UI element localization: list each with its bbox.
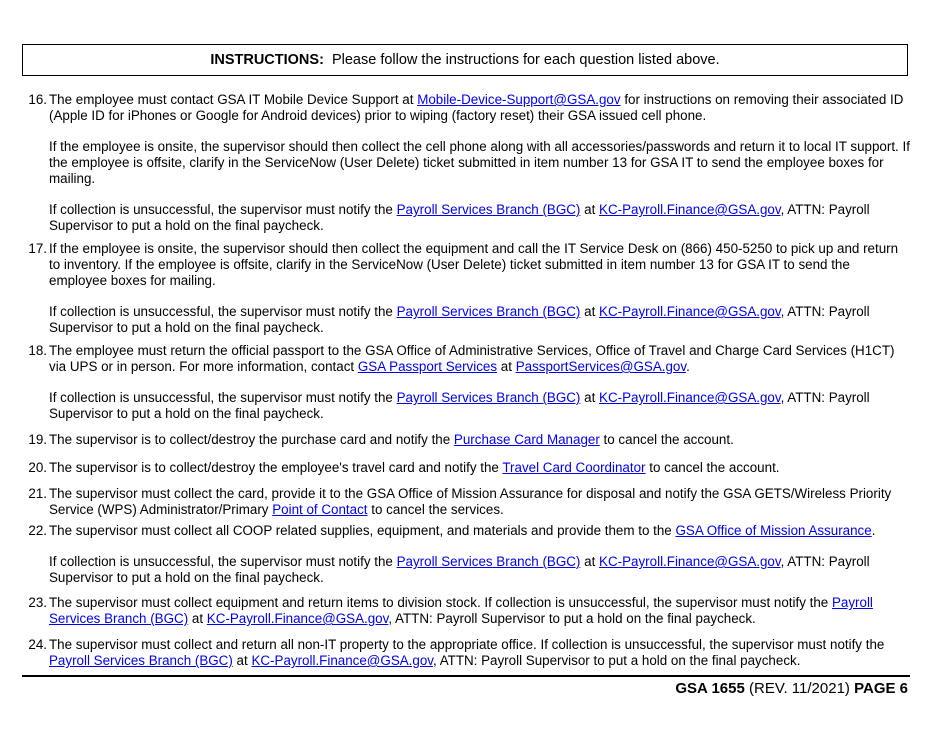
item-number: 16. xyxy=(28,92,47,107)
instructions-label: INSTRUCTIONS: xyxy=(210,52,324,68)
list-item-22 xyxy=(22,523,910,586)
item-number: 18. xyxy=(28,343,47,358)
passport-services-link[interactable]: GSA Passport Services xyxy=(357,359,498,374)
item-text: If the employee is onsite, the supervisor should then collect the cell phone along with all accessories/passwords and return it to local IT support. If the employee is offsite, clarify in the ServiceNow (User Delete) ticket submitted in item number 13 for GSA IT to send the employee boxes for mailing. xyxy=(49,139,910,186)
item-text: to cancel the services. xyxy=(371,502,504,517)
payroll-services-link[interactable]: Payroll Services Branch (BGC) xyxy=(396,304,581,319)
item-text: The supervisor must collect the card, provide it to the GSA Office of Mission Assurance for disposal and notify the GSA GETS/Wireless Priority Service (WPS) Administrator/Primary xyxy=(49,486,892,517)
collection-failure-text: If collection is unsuccessful, the supervisor must notify the xyxy=(49,390,393,405)
list-item-20 xyxy=(22,460,910,476)
list-item-16 xyxy=(22,92,910,234)
list-item-23 xyxy=(22,595,910,627)
at-text: at xyxy=(584,390,596,405)
list-item-21 xyxy=(22,486,910,518)
at-text: at xyxy=(584,304,596,319)
item-text: The supervisor must collect equipment and return items to division stock. If collection is unsuccessful, the supervisor must notify the xyxy=(49,595,829,610)
instructions-box xyxy=(22,44,908,76)
list-item-24 xyxy=(22,637,910,669)
item-number: 19. xyxy=(28,432,47,447)
payroll-services-link[interactable]: Payroll Services Branch (BGC) xyxy=(396,202,581,217)
collection-failure-tail: , ATTN: Payroll Supervisor to put a hold on the final paycheck. xyxy=(388,611,756,626)
point-of-contact-link[interactable]: Point of Contact xyxy=(272,502,368,517)
collection-failure-text: If collection is unsuccessful, the supervisor must notify the xyxy=(49,202,393,217)
at-text: at xyxy=(584,202,596,217)
collection-failure-tail: , ATTN: Payroll Supervisor to put a hold on the final paycheck. xyxy=(49,202,870,233)
payroll-services-link[interactable]: Payroll Services Branch (BGC) xyxy=(396,554,581,569)
item-number: 20. xyxy=(28,460,47,475)
payroll-email-link[interactable]: KC-Payroll.Finance@GSA.gov xyxy=(599,554,781,569)
list-item-18 xyxy=(22,343,910,422)
item-number: 22. xyxy=(28,523,47,538)
payroll-email-link[interactable]: KC-Payroll.Finance@GSA.gov xyxy=(206,611,389,626)
instructions-text: Please follow the instructions for each question listed above. xyxy=(331,52,720,68)
item-text: The employee must contact GSA IT Mobile Device Support at xyxy=(49,92,414,107)
form-revision: (REV. 11/2021) xyxy=(749,680,850,697)
payroll-email-link[interactable]: KC-Payroll.Finance@GSA.gov xyxy=(599,202,781,217)
collection-failure-text: If collection is unsuccessful, the supervisor must notify the xyxy=(49,304,393,319)
item-text: The supervisor must collect and return all non-IT property to the appropriate office. If collection is unsuccessful, the supervisor must notify the xyxy=(49,637,885,652)
at-text: at xyxy=(584,554,596,569)
item-number: 23. xyxy=(28,595,47,610)
payroll-email-link[interactable]: KC-Payroll.Finance@GSA.gov xyxy=(251,653,433,668)
passport-email-link[interactable]: PassportServices@GSA.gov xyxy=(515,359,687,374)
payroll-services-link[interactable]: Payroll Services Branch (BGC) xyxy=(49,595,873,626)
item-text: The supervisor is to collect/destroy the purchase card and notify the xyxy=(49,432,451,447)
travel-card-coordinator-link[interactable]: Travel Card Coordinator xyxy=(502,460,646,475)
collection-failure-tail: , ATTN: Payroll Supervisor to put a hold on the final paycheck. xyxy=(49,304,870,335)
page-footer xyxy=(675,680,908,698)
item-text: The supervisor is to collect/destroy the employee's travel card and notify the xyxy=(49,460,499,475)
period-text: . xyxy=(871,523,876,538)
list-item-19 xyxy=(22,432,910,448)
mobile-support-email-link[interactable]: Mobile-Device-Support@GSA.gov xyxy=(417,92,621,107)
footer-divider xyxy=(22,675,910,677)
collection-failure-text: If collection is unsuccessful, the supervisor must notify the xyxy=(49,554,393,569)
purchase-card-manager-link[interactable]: Purchase Card Manager xyxy=(453,432,600,447)
collection-failure-tail: , ATTN: Payroll Supervisor to put a hold on the final paycheck. xyxy=(49,554,870,585)
item-text: to cancel the account. xyxy=(649,460,780,475)
item-text: to cancel the account. xyxy=(603,432,734,447)
at-text: at xyxy=(500,359,512,374)
item-number: 24. xyxy=(28,637,47,652)
at-text: at xyxy=(236,653,248,668)
at-text: at xyxy=(191,611,204,626)
payroll-email-link[interactable]: KC-Payroll.Finance@GSA.gov xyxy=(599,390,781,405)
page-number: PAGE 6 xyxy=(854,680,908,697)
item-text: The employee must return the official passport to the GSA Office of Administrative Services, Office of Travel and Charge Card Services (H1CT) via UPS or in person. For more information, contact xyxy=(49,343,895,374)
item-text: If the employee is onsite, the supervisor should then collect the equipment and call the IT Service Desk on (866) 450-5250 to pick up and return to inventory. If the employee is offsite, clarify in the ServiceNow (User Delete) ticket submitted in item number 13 for GSA IT to send the employee boxes for mailing. xyxy=(49,241,899,288)
collection-failure-tail: , ATTN: Payroll Supervisor to put a hold on the final paycheck. xyxy=(49,390,870,421)
item-number: 21. xyxy=(28,486,47,501)
payroll-services-link[interactable]: Payroll Services Branch (BGC) xyxy=(396,390,581,405)
item-number: 17. xyxy=(28,241,47,256)
list-item-17 xyxy=(22,241,910,336)
form-number: GSA 1655 xyxy=(675,680,745,697)
item-text: for instructions on removing their associated ID (Apple ID for iPhones or Google for Android devices) prior to wiping (factory reset) their GSA issued cell phone. xyxy=(49,92,904,123)
period-text: . xyxy=(686,359,690,374)
payroll-services-link[interactable]: Payroll Services Branch (BGC) xyxy=(49,653,233,668)
mission-assurance-link[interactable]: GSA Office of Mission Assurance xyxy=(675,523,872,538)
item-text: The supervisor must collect all COOP related supplies, equipment, and materials and provide them to the xyxy=(49,523,672,538)
payroll-email-link[interactable]: KC-Payroll.Finance@GSA.gov xyxy=(599,304,781,319)
collection-failure-tail: , ATTN: Payroll Supervisor to put a hold on the final paycheck. xyxy=(433,653,801,668)
